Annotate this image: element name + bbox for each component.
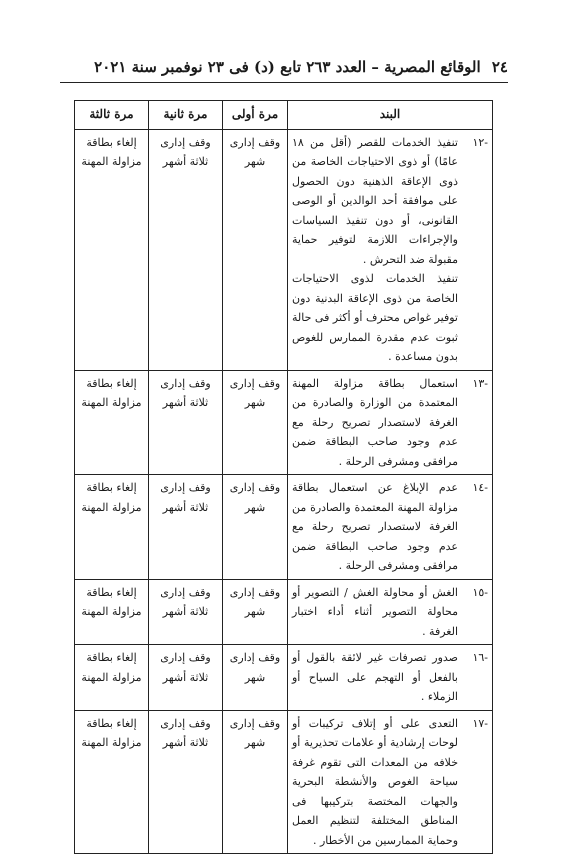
third-offense-cell (75, 645, 149, 711)
third-offense-cell (75, 370, 149, 475)
table-row (75, 645, 493, 711)
penalty-text: وقف إدارى (229, 585, 281, 599)
first-offense-cell (223, 579, 288, 645)
first-offense-cell (223, 370, 288, 475)
penalty-text: شهر (244, 155, 266, 168)
column-header-item: البند (288, 101, 493, 130)
item-cell (288, 645, 493, 711)
penalty-text: ثلاثة أشهر (162, 500, 209, 514)
second-offense-cell (149, 129, 223, 370)
penalty-text: إلغاء بطاقة (86, 716, 137, 730)
item-text: عدم الإبلاغ عن استعمال بطاقة مزاولة المهنة المعتمدة والصادرة من الغرفة لاستصدار تصريح رحلة مع عدم وجود صاحب البطاقة ضمن مرافقى ومشرفى الرحلة . (292, 481, 458, 572)
penalty-text: مزاولة المهنة (81, 396, 142, 409)
gazette-title: الوقائع المصرية – العدد ٢٦٣ تابع (د) فى ٢٣ نوفمبر سنة ٢٠٢١ (94, 58, 481, 76)
table-row (75, 370, 493, 475)
column-header-second: مرة ثانية (149, 101, 223, 130)
item-cell (288, 475, 493, 580)
table-row (75, 475, 493, 580)
item-text: تنفيذ الخدمات للقصر (أقل من ١٨ عامًا) أو ذوى الاحتياجات الخاصة من ذوى الإعاقة الذهنية دون الحصول على موافقة أحد الوالدين أو الوصى القانونى، أو دون تنفيذ السياسات والإجراءات اللازمة لتوفير حماية مقبولة ضد التحرش . (292, 135, 458, 266)
penalty-text: وقف إدارى (160, 135, 211, 149)
item-number: -١٦ (472, 651, 488, 664)
penalty-text: مزاولة المهنة (81, 500, 142, 514)
first-offense-cell (223, 129, 288, 370)
second-offense-cell (149, 579, 223, 645)
item-cell (288, 579, 493, 645)
first-offense-cell (223, 475, 288, 580)
penalty-text: ثلاثة أشهر (162, 155, 209, 168)
penalty-text: مزاولة المهنة (81, 670, 142, 684)
table-row (75, 129, 493, 370)
penalty-text: ثلاثة أشهر (162, 396, 209, 409)
penalty-text: إلغاء بطاقة (86, 135, 137, 149)
header-rule (60, 82, 508, 83)
penalty-text: وقف إدارى (160, 376, 211, 390)
first-offense-cell (223, 645, 288, 711)
column-header-first: مرة أولى (223, 101, 288, 130)
penalty-text: شهر (244, 736, 266, 749)
penalty-text: وقف إدارى (229, 135, 281, 149)
penalty-text: وقف إدارى (229, 716, 281, 730)
penalty-text: مزاولة المهنة (81, 736, 142, 749)
second-offense-cell (149, 475, 223, 580)
third-offense-cell (75, 475, 149, 580)
third-offense-cell (75, 129, 149, 370)
item-cell (288, 710, 493, 854)
penalty-text: ثلاثة أشهر (162, 670, 209, 684)
item-cell (288, 370, 493, 475)
third-offense-cell (75, 710, 149, 854)
penalty-text: مزاولة المهنة (81, 605, 142, 618)
third-offense-cell (75, 579, 149, 645)
penalty-text: ثلاثة أشهر (162, 736, 209, 749)
second-offense-cell (149, 645, 223, 711)
penalty-text: وقف إدارى (160, 651, 211, 664)
item-text: صدور تصرفات غير لائقة بالقول أو بالفعل أو التهجم على السياح أو الزملاء . (292, 651, 458, 703)
item-number: -١٥ (472, 585, 488, 599)
penalties-table (74, 100, 493, 854)
penalty-text: إلغاء بطاقة (86, 481, 137, 494)
table-header-row (75, 101, 493, 130)
item-text: الغش أو محاولة الغش / التصوير أو محاولة التصوير أثناء أداء اختبار الغرفة . (292, 585, 458, 638)
penalty-text: ثلاثة أشهر (162, 605, 209, 618)
item-text: التعدى على أو إتلاف تركيبات أو لوحات إرشادية أو علامات تحذيرية أو خلافه من المعدات التى تقوم غرفة سياحة الغوص والأنشطة البحرية والجهات المختصة بتركيبها فى المناطق المختلفة لتنظيم العمل وحماية الممارسين من الأخطار . (292, 716, 458, 847)
second-offense-cell (149, 710, 223, 854)
penalty-text: مزاولة المهنة (81, 155, 142, 168)
page-number: ٢٤ (491, 58, 508, 76)
item-number: -١٧ (472, 716, 488, 730)
table-row (75, 710, 493, 854)
first-offense-cell (223, 710, 288, 854)
penalty-text: وقف إدارى (160, 481, 211, 494)
penalty-text: وقف إدارى (229, 376, 281, 390)
item-cell (288, 129, 493, 370)
penalty-text: وقف إدارى (229, 481, 281, 494)
penalty-text: وقف إدارى (229, 651, 281, 664)
item-number: -١٣ (472, 376, 488, 390)
penalty-text: وقف إدارى (160, 716, 211, 730)
item-text: استعمال بطاقة مزاولة المهنة المعتمدة من الوزارة والصادرة من الغرفة لاستصدار تصريح رحلة مع عدم وجود صاحب البطاقة ضمن مرافقى ومشرفى الرحلة . (292, 376, 458, 468)
penalty-text: شهر (244, 500, 266, 514)
second-offense-cell (149, 370, 223, 475)
penalty-text: إلغاء بطاقة (86, 651, 137, 664)
penalty-text: شهر (244, 396, 266, 409)
penalty-text: إلغاء بطاقة (86, 376, 137, 390)
column-header-third: مرة ثالثة (75, 101, 149, 130)
penalty-text: شهر (244, 605, 266, 618)
penalty-text: وقف إدارى (160, 585, 211, 599)
table-row (75, 579, 493, 645)
page-header (60, 58, 508, 76)
item-number: -١٢ (472, 135, 488, 149)
penalty-text: إلغاء بطاقة (86, 585, 137, 599)
penalty-text: شهر (244, 670, 266, 684)
item-text: تنفيذ الخدمات لذوى الاحتياجات الخاصة من ذوى الإعاقة البدنية دون توفير غواص محترف أو أكثر فى حالة ثبوت عدم مقدرة الممارس للغوص بدون مساعدة . (292, 272, 458, 363)
item-number: -١٤ (472, 481, 488, 494)
